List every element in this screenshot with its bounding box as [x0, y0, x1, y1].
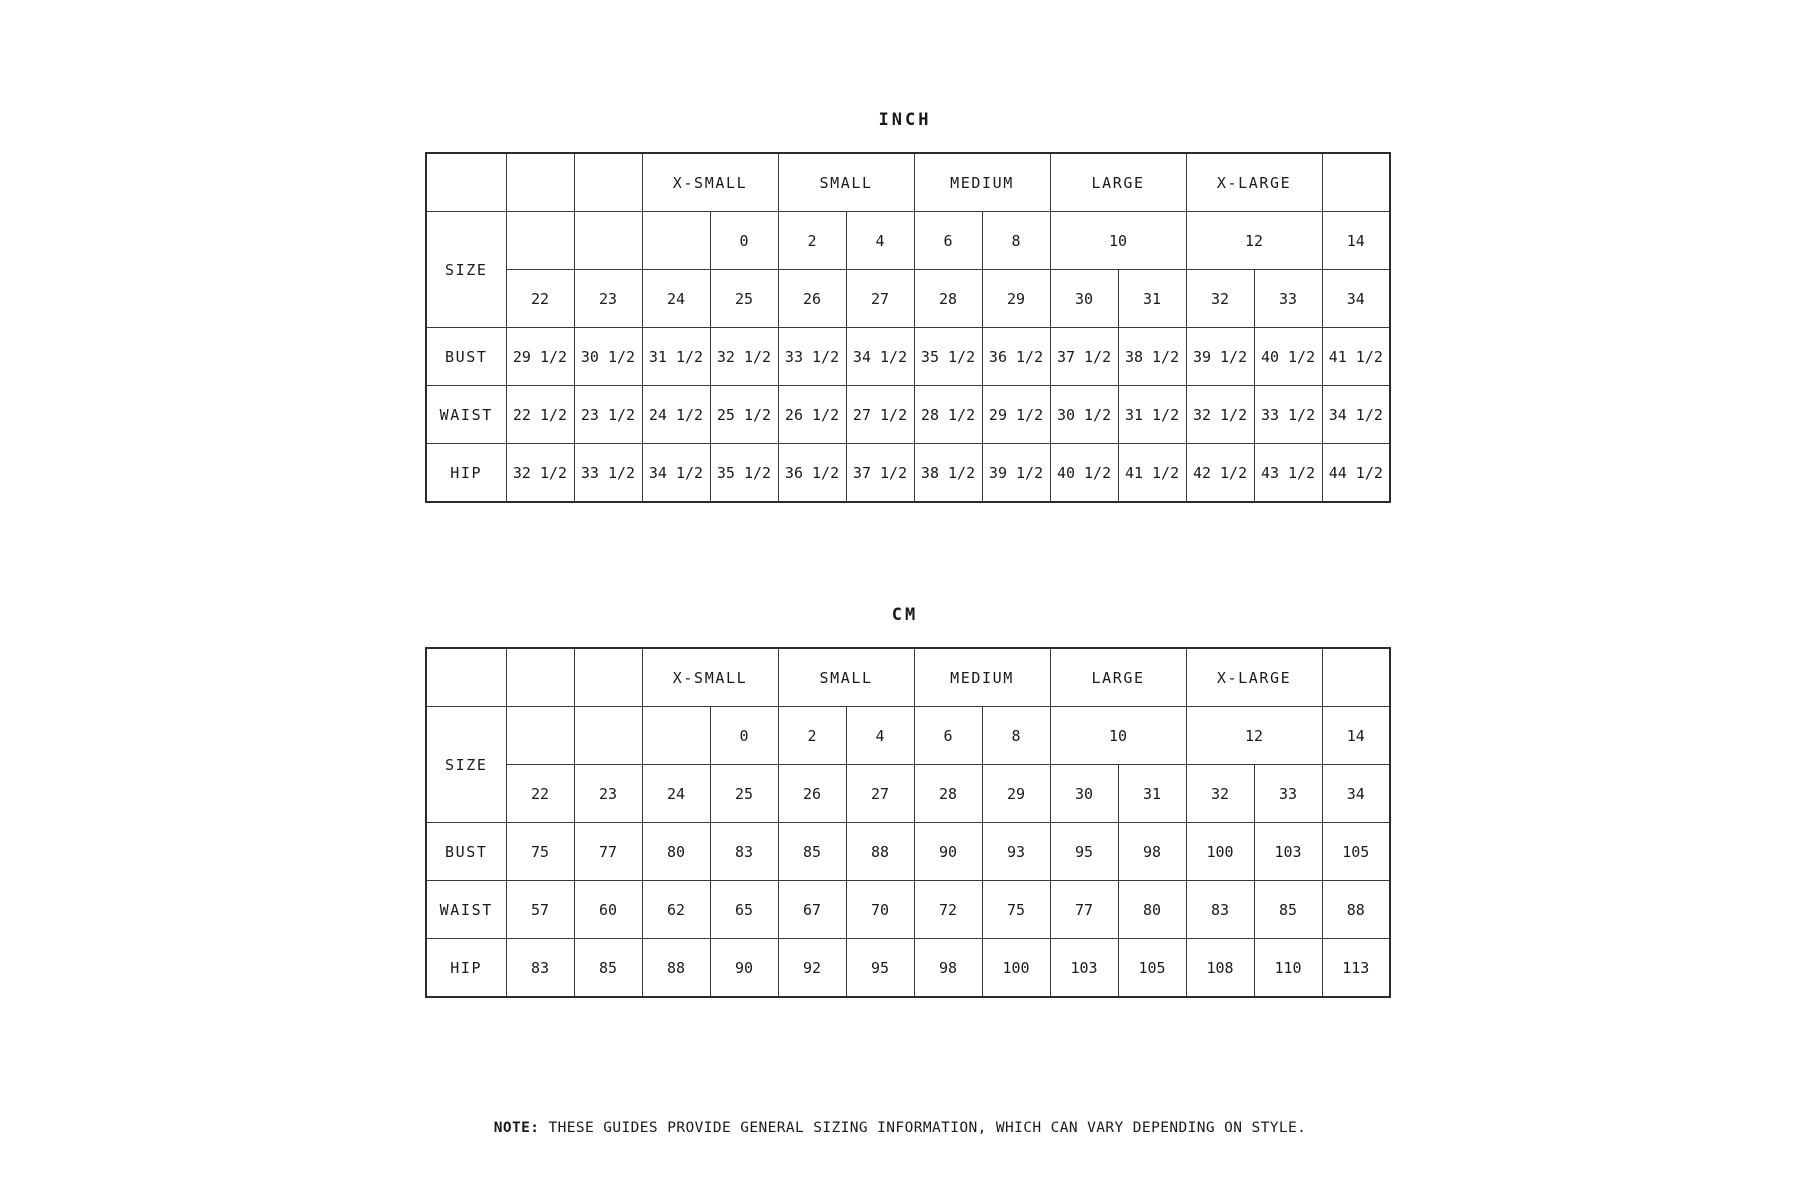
spacer-cell: [426, 648, 506, 707]
group-header-xlarge: X-LARGE: [1186, 648, 1322, 707]
numeric-size-cell: 31: [1118, 765, 1186, 823]
row-label-waist: WAIST: [426, 881, 506, 939]
numeric-size-cell: 34: [1322, 765, 1390, 823]
measure-cell: 105: [1118, 939, 1186, 998]
measure-cell: 88: [1322, 881, 1390, 939]
numeric-size-cell: 26: [778, 765, 846, 823]
table-row-us-sizes: [426, 707, 1390, 765]
measure-cell: 67: [778, 881, 846, 939]
row-label-hip: HIP: [426, 444, 506, 503]
measure-cell: 88: [846, 823, 914, 881]
spacer-cell: [1322, 648, 1390, 707]
measure-cell: 25 1/2: [710, 386, 778, 444]
numeric-size-cell: 24: [642, 270, 710, 328]
spacer-cell: [506, 707, 574, 765]
measure-cell: 77: [1050, 881, 1118, 939]
measure-cell: 23 1/2: [574, 386, 642, 444]
us-size-cell: 6: [914, 212, 982, 270]
measure-cell: 33 1/2: [778, 328, 846, 386]
measure-cell: 103: [1050, 939, 1118, 998]
us-size-cell: 14: [1322, 707, 1390, 765]
measure-cell: 34 1/2: [846, 328, 914, 386]
group-header-medium: MEDIUM: [914, 153, 1050, 212]
numeric-size-cell: 30: [1050, 270, 1118, 328]
measure-cell: 113: [1322, 939, 1390, 998]
cm-unit-title: CM: [891, 605, 919, 625]
group-header-small: SMALL: [778, 153, 914, 212]
numeric-size-cell: 22: [506, 270, 574, 328]
spacer-cell: [506, 212, 574, 270]
measure-cell: 90: [914, 823, 982, 881]
numeric-size-cell: 23: [574, 270, 642, 328]
row-label-bust: BUST: [426, 328, 506, 386]
row-label-size: SIZE: [426, 707, 506, 823]
measure-cell: 34 1/2: [1322, 386, 1390, 444]
group-header-xsmall: X-SMALL: [642, 648, 778, 707]
us-size-cell: 0: [710, 212, 778, 270]
inch-size-chart-block: [425, 110, 1385, 503]
row-label-bust: BUST: [426, 823, 506, 881]
us-size-cell: 10: [1050, 212, 1186, 270]
measure-cell: 95: [1050, 823, 1118, 881]
row-label-waist: WAIST: [426, 386, 506, 444]
measure-cell: 98: [914, 939, 982, 998]
numeric-size-cell: 26: [778, 270, 846, 328]
measure-cell: 95: [846, 939, 914, 998]
measure-cell: 26 1/2: [778, 386, 846, 444]
row-label-hip: HIP: [426, 939, 506, 998]
measure-cell: 39 1/2: [1186, 328, 1254, 386]
measure-cell: 31 1/2: [642, 328, 710, 386]
measure-cell: 32 1/2: [1186, 386, 1254, 444]
spacer-cell: [426, 153, 506, 212]
table-row-group-headers: [426, 153, 1390, 212]
numeric-size-cell: 29: [982, 765, 1050, 823]
numeric-size-cell: 32: [1186, 765, 1254, 823]
measure-cell: 40 1/2: [1050, 444, 1118, 503]
measure-cell: 83: [1186, 881, 1254, 939]
note-prefix: NOTE:: [493, 1120, 540, 1136]
measure-cell: 29 1/2: [982, 386, 1050, 444]
numeric-size-cell: 30: [1050, 765, 1118, 823]
us-size-cell: 4: [846, 707, 914, 765]
measure-cell: 24 1/2: [642, 386, 710, 444]
table-row-numeric-sizes: [426, 270, 1390, 328]
measure-cell: 31 1/2: [1118, 386, 1186, 444]
measure-cell: 32 1/2: [710, 328, 778, 386]
measure-cell: 42 1/2: [1186, 444, 1254, 503]
numeric-size-cell: 22: [506, 765, 574, 823]
table-row-waist: [426, 386, 1390, 444]
measure-cell: 75: [506, 823, 574, 881]
measure-cell: 80: [1118, 881, 1186, 939]
table-row-group-headers: [426, 648, 1390, 707]
measure-cell: 35 1/2: [914, 328, 982, 386]
measure-cell: 83: [710, 823, 778, 881]
measure-cell: 75: [982, 881, 1050, 939]
measure-cell: 77: [574, 823, 642, 881]
measure-cell: 93: [982, 823, 1050, 881]
measure-cell: 33 1/2: [1254, 386, 1322, 444]
numeric-size-cell: 23: [574, 765, 642, 823]
measure-cell: 105: [1322, 823, 1390, 881]
numeric-size-cell: 34: [1322, 270, 1390, 328]
measure-cell: 85: [778, 823, 846, 881]
note-text: [0, 1120, 1800, 1136]
spacer-cell: [642, 212, 710, 270]
measure-cell: 30 1/2: [574, 328, 642, 386]
measure-cell: 35 1/2: [710, 444, 778, 503]
measure-cell: 98: [1118, 823, 1186, 881]
measure-cell: 110: [1254, 939, 1322, 998]
measure-cell: 34 1/2: [642, 444, 710, 503]
measure-cell: 38 1/2: [1118, 328, 1186, 386]
numeric-size-cell: 27: [846, 270, 914, 328]
measure-cell: 88: [642, 939, 710, 998]
spacer-cell: [1322, 153, 1390, 212]
us-size-cell: 4: [846, 212, 914, 270]
group-header-xlarge: X-LARGE: [1186, 153, 1322, 212]
cm-size-chart-block: [425, 605, 1385, 998]
measure-cell: 70: [846, 881, 914, 939]
us-size-cell: 2: [778, 707, 846, 765]
measure-cell: 27 1/2: [846, 386, 914, 444]
measure-cell: 108: [1186, 939, 1254, 998]
spacer-cell: [574, 707, 642, 765]
numeric-size-cell: 33: [1254, 270, 1322, 328]
group-header-medium: MEDIUM: [914, 648, 1050, 707]
table-row-hip: [426, 939, 1390, 998]
measure-cell: 22 1/2: [506, 386, 574, 444]
spacer-cell: [574, 212, 642, 270]
spacer-cell: [506, 153, 574, 212]
measure-cell: 72: [914, 881, 982, 939]
us-size-cell: 2: [778, 212, 846, 270]
measure-cell: 32 1/2: [506, 444, 574, 503]
table-row-hip: [426, 444, 1390, 503]
spacer-cell: [574, 648, 642, 707]
measure-cell: 44 1/2: [1322, 444, 1390, 503]
measure-cell: 83: [506, 939, 574, 998]
numeric-size-cell: 28: [914, 270, 982, 328]
numeric-size-cell: 32: [1186, 270, 1254, 328]
measure-cell: 36 1/2: [778, 444, 846, 503]
measure-cell: 85: [1254, 881, 1322, 939]
numeric-size-cell: 29: [982, 270, 1050, 328]
measure-cell: 41 1/2: [1322, 328, 1390, 386]
measure-cell: 90: [710, 939, 778, 998]
note-body: THESE GUIDES PROVIDE GENERAL SIZING INFORMATION, WHICH CAN VARY DEPENDING ON STYLE.: [539, 1120, 1307, 1136]
us-size-cell: 10: [1050, 707, 1186, 765]
group-header-large: LARGE: [1050, 648, 1186, 707]
measure-cell: 37 1/2: [1050, 328, 1118, 386]
measure-cell: 100: [982, 939, 1050, 998]
us-size-cell: 12: [1186, 212, 1322, 270]
measure-cell: 92: [778, 939, 846, 998]
measure-cell: 41 1/2: [1118, 444, 1186, 503]
measure-cell: 65: [710, 881, 778, 939]
spacer-cell: [642, 707, 710, 765]
group-header-small: SMALL: [778, 648, 914, 707]
row-label-size: SIZE: [426, 212, 506, 328]
measure-cell: 39 1/2: [982, 444, 1050, 503]
measure-cell: 33 1/2: [574, 444, 642, 503]
measure-cell: 57: [506, 881, 574, 939]
us-size-cell: 0: [710, 707, 778, 765]
us-size-cell: 14: [1322, 212, 1390, 270]
measure-cell: 85: [574, 939, 642, 998]
table-row-bust: [426, 328, 1390, 386]
table-row-bust: [426, 823, 1390, 881]
measure-cell: 37 1/2: [846, 444, 914, 503]
spacer-cell: [574, 153, 642, 212]
measure-cell: 60: [574, 881, 642, 939]
inch-unit-title: INCH: [878, 110, 932, 130]
measure-cell: 30 1/2: [1050, 386, 1118, 444]
measure-cell: 43 1/2: [1254, 444, 1322, 503]
table-row-numeric-sizes: [426, 765, 1390, 823]
measure-cell: 38 1/2: [914, 444, 982, 503]
numeric-size-cell: 24: [642, 765, 710, 823]
measure-cell: 80: [642, 823, 710, 881]
group-header-xsmall: X-SMALL: [642, 153, 778, 212]
table-row-waist: [426, 881, 1390, 939]
measure-cell: 103: [1254, 823, 1322, 881]
measure-cell: 28 1/2: [914, 386, 982, 444]
numeric-size-cell: 25: [710, 270, 778, 328]
inch-size-table: [425, 152, 1391, 503]
numeric-size-cell: 28: [914, 765, 982, 823]
numeric-size-cell: 33: [1254, 765, 1322, 823]
cm-size-table: [425, 647, 1391, 998]
us-size-cell: 8: [982, 212, 1050, 270]
measure-cell: 36 1/2: [982, 328, 1050, 386]
measure-cell: 62: [642, 881, 710, 939]
numeric-size-cell: 25: [710, 765, 778, 823]
numeric-size-cell: 27: [846, 765, 914, 823]
table-row-us-sizes: [426, 212, 1390, 270]
spacer-cell: [506, 648, 574, 707]
measure-cell: 40 1/2: [1254, 328, 1322, 386]
us-size-cell: 8: [982, 707, 1050, 765]
measure-cell: 29 1/2: [506, 328, 574, 386]
us-size-cell: 6: [914, 707, 982, 765]
group-header-large: LARGE: [1050, 153, 1186, 212]
us-size-cell: 12: [1186, 707, 1322, 765]
measure-cell: 100: [1186, 823, 1254, 881]
numeric-size-cell: 31: [1118, 270, 1186, 328]
